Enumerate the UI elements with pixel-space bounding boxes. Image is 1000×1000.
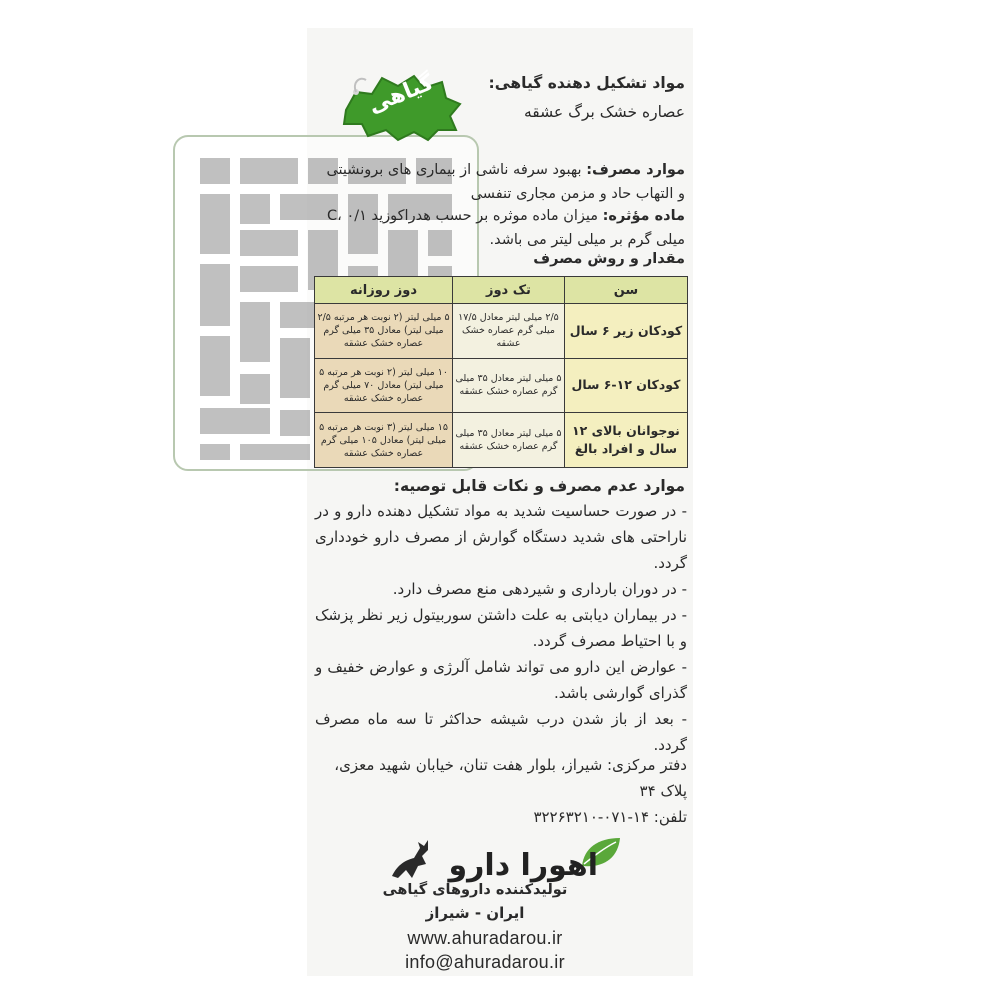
header-single-dose: تک دوز (453, 277, 565, 304)
brand-name: اهورا دارو (448, 848, 598, 883)
table-row (315, 413, 688, 468)
age-cell: کودکان ۱۲-۶ سال (564, 358, 687, 413)
dosage-title: مقدار و روش مصرف (533, 251, 685, 267)
office-address: دفتر مرکزی: شیراز، بلوار هفت تنان، خیابان شهید معزی، پلاک ۳۴ (334, 756, 687, 800)
daily-dose-cell: ۱۰ میلی لیتر (۲ نوبت هر مرتبه ۵ میلی لیتر) معادل ۷۰ میلی گرم عصاره خشک عشقه (315, 358, 453, 413)
active-label: ماده مؤثره: (602, 208, 685, 224)
composition-title: مواد تشکیل دهنده گیاهی: (488, 74, 685, 92)
office-info (315, 752, 687, 830)
daily-dose-cell: ۱۵ میلی لیتر (۳ نوبت هر مرتبه ۵ میلی لیتر) معادل ۱۰۵ میلی گرم عصاره خشک عشقه (315, 413, 453, 468)
table-row (315, 304, 688, 359)
dosage-table (314, 276, 688, 468)
single-dose-cell: ۵ میلی لیتر معادل ۳۵ میلی گرم عصاره خشک عشقه (453, 358, 565, 413)
brand-location: ایران - شیراز (425, 904, 525, 922)
single-dose-cell: ۵ میلی لیتر معادل ۳۵ میلی گرم عصاره خشک عشقه (453, 413, 565, 468)
contraindications-list (315, 498, 687, 758)
dosage-table-header (315, 277, 688, 304)
office-phone: تلفن: ۱۴-۰۷۱-۳۲۲۶۳۲۱۰ (533, 808, 687, 826)
age-cell: کودکان زیر ۶ سال (564, 304, 687, 359)
list-item: - بعد از باز شدن درب شیشه حداکثر تا سه ماه مصرف گردد. (315, 710, 687, 754)
composition-value: عصاره خشک برگ عشقه (523, 103, 685, 121)
email-link[interactable]: info@ahuradarou.ir (405, 952, 565, 972)
list-item: - در بیماران دیابتی به علت داشتن سوربیتول زیر نظر پزشک و با احتیاط مصرف گردد. (315, 606, 687, 650)
usage-label: موارد مصرف: (586, 162, 685, 178)
header-age: سن (564, 277, 687, 304)
brand-tagline: تولیدکننده داروهای گیاهی (382, 882, 568, 898)
daily-dose-cell: ۵ میلی لیتر (۲ نوبت هر مرتبه ۲/۵ میلی لیتر) معادل ۳۵ میلی گرم عصاره خشک عشقه (315, 304, 453, 359)
usage-text: بهبود سرفه ناشی از بیماری های برونشیتی و التهاب حاد و مزمن مجاری تنفسی (326, 162, 685, 202)
single-dose-cell: ۲/۵ میلی لیتر معادل ۱۷/۵ میلی گرم عصاره خشک عشقه (453, 304, 565, 359)
list-item: - در صورت حساسیت شدید به مواد تشکیل دهنده دارو و در ناراحتی های شدید دستگاه گوارش از مصرف دارو خودداری گردد. (315, 502, 687, 572)
usage-section (315, 158, 685, 206)
list-item: - در دوران بارداری و شیردهی منع مصرف دارد. (392, 580, 687, 598)
list-item: - عوارض این دارو می تواند شامل آلرژی و عوارض خفیف و گذرای گوارشی باشد. (315, 658, 687, 702)
active-text: میزان ماده موثره بر حسب هدراکوزید C، ۰/۱ میلی گرم بر میلی لیتر می باشد. (327, 208, 685, 248)
herbal-badge-text: گیاهی (364, 70, 437, 119)
contraindications-title: موارد عدم مصرف و نکات قابل توصیه: (393, 477, 685, 495)
age-cell: نوجوانان بالای ۱۲ سال و افراد بالغ (564, 413, 687, 468)
header-daily-dose: دوز روزانه (315, 277, 453, 304)
active-ingredient-section (315, 204, 685, 252)
table-row (315, 358, 688, 413)
website-link[interactable]: www.ahuradarou.ir (407, 928, 563, 948)
